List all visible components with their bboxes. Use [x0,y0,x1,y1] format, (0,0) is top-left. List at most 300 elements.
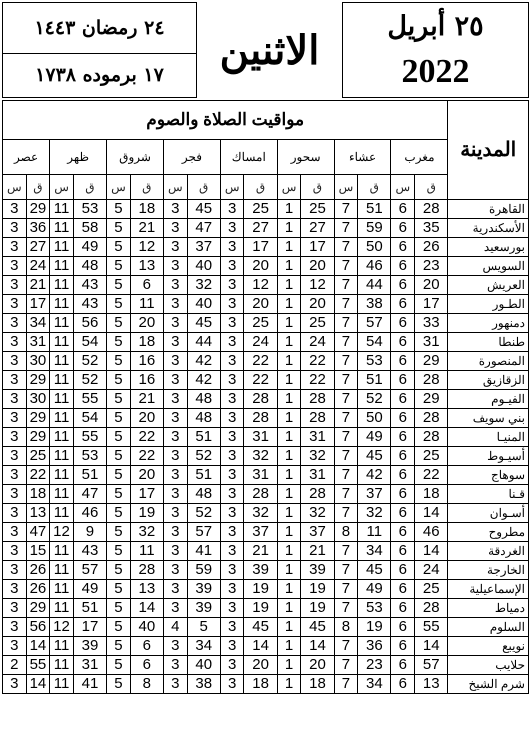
table-row [3,333,529,352]
dhuhr-minute: 41 [73,675,106,694]
suhoor-minute: 24 [301,333,334,352]
asr-minute: 18 [26,485,50,504]
suhoor-minute: 25 [301,200,334,219]
suhoor-hour: 1 [277,675,301,694]
city-name: الأسكندرية [448,219,529,238]
sunrise-hour: 5 [107,466,131,485]
suhoor-minute: 20 [301,295,334,314]
dhuhr-hour: 12 [50,523,74,542]
isha-hour: 7 [334,428,358,447]
table-row [3,371,529,390]
suhoor-hour: 1 [277,637,301,656]
suhoor-minute: 27 [301,219,334,238]
suhoor-minute: 31 [301,466,334,485]
isha-minute: 51 [358,371,391,390]
asr-hour: 3 [3,428,27,447]
sunrise-hour: 5 [107,409,131,428]
suhoor-hour: 1 [277,276,301,295]
sunrise-minute: 6 [130,656,163,675]
fajr-minute: 40 [187,656,220,675]
maghrib-hour: 6 [391,523,415,542]
hijri-coptic-date-box [2,2,197,98]
asr-minute: 14 [26,675,50,694]
imsak-hour: 3 [220,257,244,276]
isha-minute: 46 [358,257,391,276]
dhuhr-minute: 43 [73,542,106,561]
imsak-hour: 3 [220,238,244,257]
suhoor-hour: 1 [277,390,301,409]
isha-hour: 8 [334,618,358,637]
sunrise-minute: 20 [130,409,163,428]
asr-minute: 21 [26,276,50,295]
maghrib-hour: 6 [391,276,415,295]
dhuhr-hour: 11 [50,257,74,276]
asr-minute: 55 [26,656,50,675]
asr-hour: 3 [3,390,27,409]
asr-minute: 36 [26,219,50,238]
suhoor-hour: 1 [277,447,301,466]
fajr-hour: 3 [163,504,187,523]
asr-minute: 31 [26,333,50,352]
imsak-minute: 20 [244,295,277,314]
dhuhr-minute: 53 [73,200,106,219]
dhuhr-minute: 46 [73,504,106,523]
sunrise-hour: 5 [107,599,131,618]
dhuhr-minute: 52 [73,352,106,371]
fajr-minute: 32 [187,276,220,295]
sunrise-hour: 5 [107,618,131,637]
fajr-hour: 3 [163,314,187,333]
suhoor-hour: 1 [277,561,301,580]
asr-minute: 29 [26,409,50,428]
dhuhr-minute: 9 [73,523,106,542]
suhoor-hour: 1 [277,466,301,485]
suhoor-hour: 1 [277,523,301,542]
table-row [3,504,529,523]
maghrib-hour: 6 [391,675,415,694]
sunrise-minute: 14 [130,599,163,618]
dhuhr-hour: 11 [50,390,74,409]
dhuhr-minute: 53 [73,447,106,466]
sunrise-hour: 5 [107,200,131,219]
imsak-hour: 3 [220,276,244,295]
maghrib-minute: 25 [415,447,448,466]
imsak-hour: 3 [220,485,244,504]
sunrise-minute: 20 [130,466,163,485]
suhoor-minute: 17 [301,238,334,257]
col-imsak: امساك [220,140,277,175]
imsak-minute: 24 [244,333,277,352]
imsak-minute: 37 [244,523,277,542]
city-name: مطروح [448,523,529,542]
dhuhr-minute: 39 [73,637,106,656]
maghrib-minute: 57 [415,656,448,675]
dhuhr-hour: 11 [50,675,74,694]
suhoor-hour: 1 [277,295,301,314]
asr-hour: 3 [3,200,27,219]
isha-minute: 36 [358,637,391,656]
sunrise-minute: 22 [130,428,163,447]
table-row [3,200,529,219]
isha-hour: 7 [334,371,358,390]
asr-minute: 26 [26,580,50,599]
fajr-hour: 3 [163,447,187,466]
table-row [3,561,529,580]
dhuhr-minute: 43 [73,276,106,295]
sunrise-minute: 16 [130,371,163,390]
suhoor-minute: 20 [301,656,334,675]
suhoor-hour: 1 [277,314,301,333]
sunrise-hour: 5 [107,352,131,371]
sunrise-minute: 18 [130,200,163,219]
imsak-minute: 31 [244,466,277,485]
suhoor-minute: 28 [301,409,334,428]
fajr-hour: 3 [163,675,187,694]
city-name: نويبع [448,637,529,656]
isha-hour: 7 [334,333,358,352]
maghrib-minute: 29 [415,352,448,371]
fajr-minute: 37 [187,238,220,257]
suhoor-hour: 1 [277,618,301,637]
isha-hour: 7 [334,314,358,333]
fajr-minute: 51 [187,466,220,485]
unit-hour: س [277,175,301,200]
suhoor-hour: 1 [277,599,301,618]
fajr-minute: 48 [187,409,220,428]
asr-hour: 3 [3,238,27,257]
dhuhr-hour: 11 [50,352,74,371]
maghrib-hour: 6 [391,542,415,561]
asr-minute: 29 [26,428,50,447]
fajr-minute: 34 [187,637,220,656]
maghrib-hour: 6 [391,466,415,485]
fajr-minute: 39 [187,599,220,618]
fajr-hour: 3 [163,390,187,409]
fajr-minute: 45 [187,314,220,333]
sunrise-hour: 5 [107,295,131,314]
asr-hour: 3 [3,219,27,238]
isha-minute: 49 [358,580,391,599]
isha-minute: 51 [358,200,391,219]
asr-hour: 3 [3,447,27,466]
maghrib-hour: 6 [391,637,415,656]
sunrise-minute: 12 [130,238,163,257]
asr-hour: 3 [3,333,27,352]
unit-hour: س [50,175,74,200]
sunrise-hour: 5 [107,675,131,694]
isha-hour: 8 [334,523,358,542]
suhoor-minute: 19 [301,580,334,599]
isha-hour: 7 [334,219,358,238]
imsak-hour: 3 [220,618,244,637]
imsak-hour: 3 [220,314,244,333]
asr-hour: 3 [3,409,27,428]
fajr-hour: 4 [163,618,187,637]
city-name: المنصورة [448,352,529,371]
sunrise-hour: 5 [107,447,131,466]
asr-hour: 3 [3,599,27,618]
imsak-minute: 22 [244,352,277,371]
asr-minute: 26 [26,561,50,580]
dhuhr-minute: 56 [73,314,106,333]
suhoor-minute: 32 [301,447,334,466]
dhuhr-minute: 31 [73,656,106,675]
maghrib-minute: 28 [415,599,448,618]
city-name: المنيـا [448,428,529,447]
suhoor-minute: 22 [301,352,334,371]
suhoor-minute: 12 [301,276,334,295]
imsak-minute: 28 [244,485,277,504]
fajr-minute: 45 [187,200,220,219]
asr-hour: 3 [3,504,27,523]
maghrib-minute: 18 [415,485,448,504]
fajr-minute: 59 [187,561,220,580]
dhuhr-minute: 58 [73,219,106,238]
maghrib-hour: 6 [391,219,415,238]
isha-minute: 44 [358,276,391,295]
sunrise-hour: 5 [107,561,131,580]
suhoor-hour: 1 [277,352,301,371]
isha-minute: 23 [358,656,391,675]
isha-minute: 37 [358,485,391,504]
maghrib-hour: 6 [391,409,415,428]
table-row [3,523,529,542]
dhuhr-minute: 43 [73,295,106,314]
isha-hour: 7 [334,485,358,504]
unit-minute: ق [244,175,277,200]
isha-minute: 59 [358,219,391,238]
imsak-hour: 3 [220,523,244,542]
maghrib-minute: 13 [415,675,448,694]
fajr-minute: 48 [187,485,220,504]
asr-minute: 34 [26,314,50,333]
imsak-minute: 25 [244,200,277,219]
imsak-hour: 3 [220,390,244,409]
imsak-hour: 3 [220,409,244,428]
maghrib-hour: 6 [391,561,415,580]
asr-minute: 29 [26,599,50,618]
asr-hour: 3 [3,352,27,371]
asr-hour: 3 [3,675,27,694]
dhuhr-minute: 55 [73,390,106,409]
dhuhr-hour: 11 [50,200,74,219]
suhoor-minute: 37 [301,523,334,542]
sunrise-hour: 5 [107,656,131,675]
unit-minute: ق [187,175,220,200]
isha-minute: 50 [358,409,391,428]
city-name: أسـوان [448,504,529,523]
weekday: الاثنين [219,26,320,74]
dhuhr-hour: 11 [50,276,74,295]
fajr-hour: 3 [163,428,187,447]
imsak-minute: 27 [244,219,277,238]
imsak-minute: 20 [244,257,277,276]
isha-minute: 19 [358,618,391,637]
fajr-hour: 3 [163,409,187,428]
isha-hour: 7 [334,257,358,276]
imsak-minute: 32 [244,504,277,523]
col-sunrise: شروق [107,140,164,175]
suhoor-hour: 1 [277,428,301,447]
imsak-hour: 3 [220,637,244,656]
sunrise-minute: 11 [130,295,163,314]
unit-minute: ق [73,175,106,200]
sunrise-minute: 40 [130,618,163,637]
city-name: دمياط [448,599,529,618]
isha-minute: 32 [358,504,391,523]
gregorian-date-box [342,2,529,98]
city-name: الإسماعيلية [448,580,529,599]
dhuhr-hour: 11 [50,219,74,238]
isha-minute: 34 [358,542,391,561]
imsak-minute: 17 [244,238,277,257]
table-row [3,238,529,257]
isha-minute: 52 [358,390,391,409]
sunrise-minute: 11 [130,542,163,561]
isha-hour: 7 [334,637,358,656]
dhuhr-minute: 54 [73,333,106,352]
isha-hour: 7 [334,200,358,219]
col-fajr: فجر [163,140,220,175]
gregorian-day-month: ٢٥ أبريل [387,10,484,42]
sunrise-minute: 13 [130,257,163,276]
imsak-minute: 28 [244,390,277,409]
maghrib-hour: 6 [391,656,415,675]
suhoor-hour: 1 [277,371,301,390]
city-name: الزقازيق [448,371,529,390]
asr-minute: 13 [26,504,50,523]
isha-minute: 11 [358,523,391,542]
imsak-hour: 3 [220,447,244,466]
maghrib-minute: 28 [415,200,448,219]
fajr-minute: 44 [187,333,220,352]
sunrise-hour: 5 [107,580,131,599]
asr-hour: 3 [3,276,27,295]
dhuhr-hour: 11 [50,333,74,352]
fajr-minute: 52 [187,504,220,523]
fajr-hour: 3 [163,333,187,352]
fajr-minute: 42 [187,371,220,390]
imsak-hour: 3 [220,542,244,561]
suhoor-hour: 1 [277,504,301,523]
city-name: دمنهور [448,314,529,333]
maghrib-hour: 6 [391,238,415,257]
fajr-hour: 3 [163,257,187,276]
unit-minute: ق [301,175,334,200]
maghrib-minute: 28 [415,371,448,390]
imsak-minute: 21 [244,542,277,561]
isha-hour: 7 [334,352,358,371]
fajr-minute: 40 [187,257,220,276]
fajr-hour: 3 [163,352,187,371]
sunrise-minute: 22 [130,447,163,466]
asr-minute: 24 [26,257,50,276]
asr-hour: 3 [3,485,27,504]
maghrib-minute: 20 [415,276,448,295]
col-asr: عصر [3,140,50,175]
suhoor-hour: 1 [277,409,301,428]
fajr-hour: 3 [163,599,187,618]
sunrise-minute: 6 [130,276,163,295]
suhoor-minute: 25 [301,314,334,333]
imsak-hour: 3 [220,428,244,447]
city-column-header: المدينة [448,101,529,200]
sunrise-hour: 5 [107,276,131,295]
col-isha: عشاء [334,140,391,175]
city-name: بني سويف [448,409,529,428]
dhuhr-hour: 11 [50,599,74,618]
dhuhr-minute: 57 [73,561,106,580]
imsak-hour: 3 [220,656,244,675]
suhoor-hour: 1 [277,238,301,257]
isha-hour: 7 [334,447,358,466]
unit-hour: س [107,175,131,200]
imsak-hour: 3 [220,200,244,219]
city-name: السويس [448,257,529,276]
city-name: الفيـوم [448,390,529,409]
dhuhr-hour: 11 [50,238,74,257]
dhuhr-hour: 11 [50,371,74,390]
table-row [3,352,529,371]
asr-minute: 30 [26,390,50,409]
asr-minute: 25 [26,447,50,466]
imsak-minute: 20 [244,656,277,675]
col-dhuhr: ظهر [50,140,107,175]
maghrib-hour: 6 [391,485,415,504]
city-name: سوهاج [448,466,529,485]
suhoor-minute: 31 [301,428,334,447]
asr-hour: 3 [3,371,27,390]
sunrise-hour: 5 [107,428,131,447]
maghrib-minute: 28 [415,409,448,428]
table-row [3,276,529,295]
table-row [3,637,529,656]
asr-minute: 22 [26,466,50,485]
unit-minute: ق [26,175,50,200]
dhuhr-minute: 49 [73,238,106,257]
asr-hour: 3 [3,295,27,314]
sunrise-minute: 21 [130,219,163,238]
fajr-minute: 38 [187,675,220,694]
dhuhr-minute: 47 [73,485,106,504]
gregorian-year: 2022 [401,53,470,90]
maghrib-hour: 6 [391,200,415,219]
city-name: حلايب [448,656,529,675]
city-name: أسيـوط [448,447,529,466]
isha-hour: 7 [334,390,358,409]
table-row [3,409,529,428]
city-name: السلوم [448,618,529,637]
imsak-hour: 3 [220,219,244,238]
isha-hour: 7 [334,580,358,599]
asr-hour: 3 [3,466,27,485]
city-name: طنطا [448,333,529,352]
asr-hour: 3 [3,314,27,333]
maghrib-minute: 29 [415,390,448,409]
table-row [3,219,529,238]
sunrise-hour: 5 [107,371,131,390]
table-row [3,599,529,618]
dhuhr-hour: 11 [50,428,74,447]
imsak-hour: 3 [220,675,244,694]
sunrise-minute: 17 [130,485,163,504]
dhuhr-minute: 51 [73,599,106,618]
fajr-hour: 3 [163,637,187,656]
sunrise-minute: 18 [130,333,163,352]
sunrise-minute: 19 [130,504,163,523]
suhoor-minute: 22 [301,371,334,390]
table-row [3,580,529,599]
